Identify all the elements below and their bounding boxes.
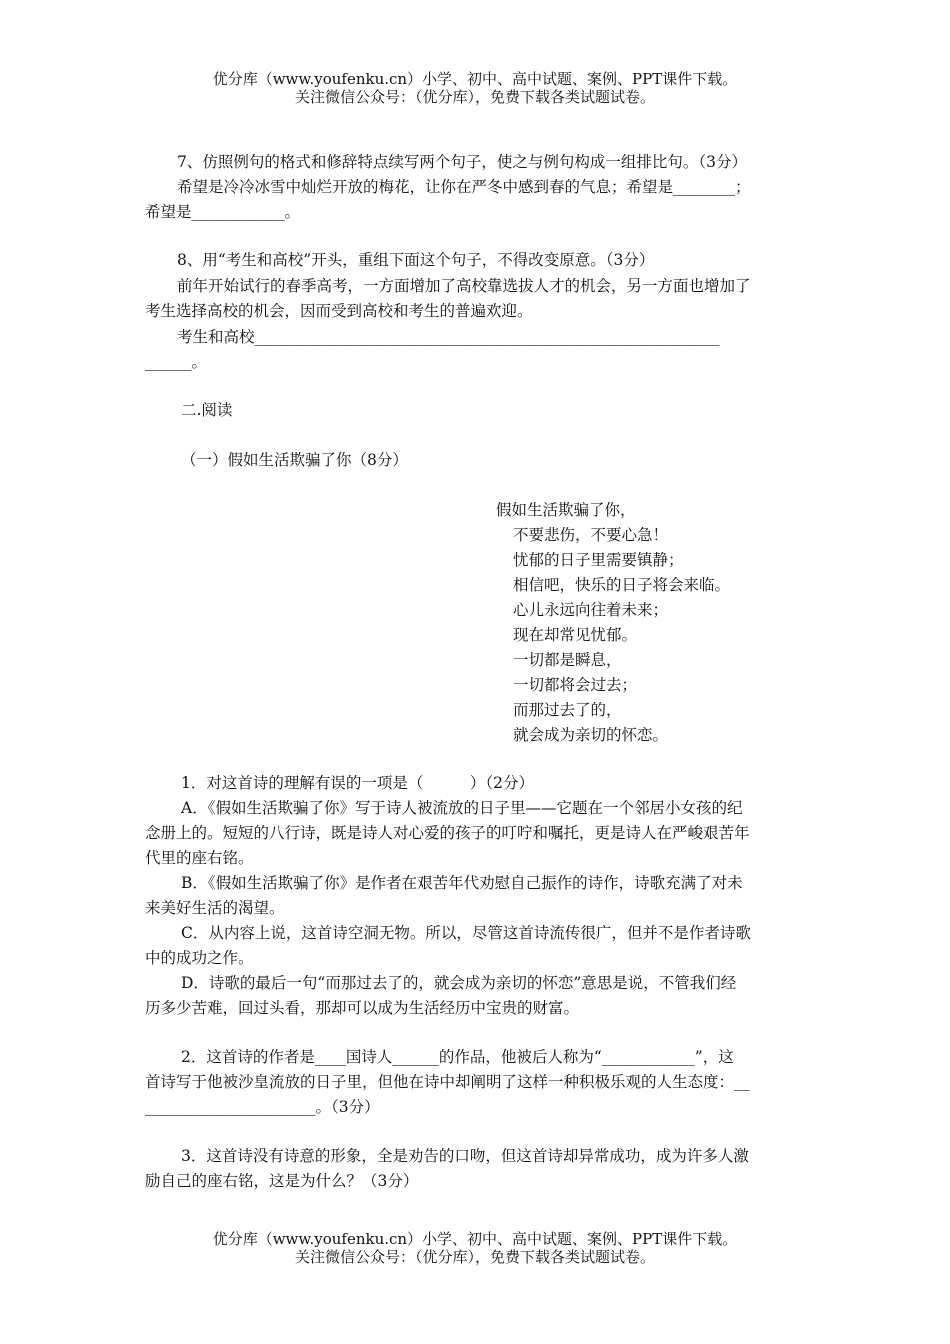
option-c-line-1: C．从内容上说，这首诗空洞无物。所以，尽管这首诗流传很广，但并不是作者诗歌 (181, 924, 751, 942)
poem-line: 一切都将会过去； (513, 676, 638, 694)
question-2-line-1: 2．这首诗的作者是____国诗人______的作品，他被后人称为“____________”，这 (181, 1048, 734, 1066)
page-header (0, 70, 950, 106)
option-a-line-3: 代里的座右铭。 (145, 849, 254, 867)
q8-answer-line-1: 考生和高校____________________________________________________________ (177, 328, 720, 346)
poem-line: 而那过去了的， (513, 701, 622, 719)
option-b-line-2: 来美好生活的渴望。 (145, 899, 285, 917)
option-b-line-1: B．《假如生活欺骗了你》是作者在艰苦年代劝慰自己振作的诗作，诗歌充满了对未 (181, 874, 743, 892)
poem-line: 不要悲伤，不要心急！ (513, 526, 669, 544)
footer-line-1: 优分库（www.youfenku.cn）小学、初中、高中试题、案例、PPT课件下载。 (212, 1230, 738, 1248)
header-line-2: 关注微信公众号：（优分库），免费下载各类试题试卷。 (294, 88, 655, 106)
poem-line: 一切都是瞬息， (513, 651, 622, 669)
q8-sentence-line-2: 考生选择高校的机会，因而受到高校和考生的普遍欢迎。 (145, 302, 533, 320)
section-title-reading: 二.阅读 (181, 401, 233, 419)
page-footer (0, 1230, 950, 1266)
poem-line: 相信吧，快乐的日子将会来临。 (513, 576, 731, 594)
poem-line: 忧郁的日子里需要镇静； (513, 551, 684, 569)
q8-answer-line-2: ______。 (145, 353, 208, 371)
poem-line: 现在却常见忧郁。 (513, 626, 638, 644)
header-line-1: 优分库（www.youfenku.cn）小学、初中、高中试题、案例、PPT课件下载。 (212, 70, 738, 88)
question-2-line-3: ______________________。（3分） (145, 1098, 380, 1116)
option-d-line-2: 历多少苦难，回过头看，那却可以成为生活经历中宝贵的财富。 (145, 999, 580, 1017)
part-title-poem: （一）假如生活欺骗了你（8分） (181, 451, 408, 469)
q8-sentence-line-1: 前年开始试行的春季高考，一方面增加了高校靠选拔人才的机会，另一方面也增加了 (177, 277, 751, 295)
question-3-line-1: 3．这首诗没有诗意的形象，全是劝告的口吻，但这首诗却异常成功，成为许多人激 (181, 1147, 749, 1165)
option-a-line-2: 念册上的。短短的八行诗，既是诗人对心爱的孩子的叮咛和嘱托，更是诗人在严峻艰苦年 (145, 824, 750, 842)
poem-line: 就会成为亲切的怀恋。 (513, 726, 669, 744)
question-3-line-2: 励自己的座右铭，这是为什么？（3分） (145, 1172, 419, 1190)
q7-example-line-2: 希望是____________。 (145, 203, 301, 221)
q7-example-line-1: 希望是冷冷冰雪中灿烂开放的梅花，让你在严冬中感到春的气息；希望是________； (177, 178, 751, 196)
poem-line: 假如生活欺骗了你， (496, 501, 636, 519)
option-a-line-1: A．《假如生活欺骗了你》写于诗人被流放的日子里——它题在一个邻居小女孩的纪 (181, 799, 743, 817)
option-d-line-1: D．诗歌的最后一句“而那过去了的，就会成为亲切的怀恋”意思是说，不管我们经 (181, 974, 737, 992)
poem-line: 心儿永远向往着未来； (513, 601, 669, 619)
option-c-line-2: 中的成功之作。 (145, 949, 254, 967)
footer-line-2: 关注微信公众号：（优分库），免费下载各类试题试卷。 (294, 1248, 655, 1266)
question-2-line-2: 首诗写于他被沙皇流放的日子里，但他在诗中却阐明了这样一种积极乐观的人生态度：__ (145, 1073, 750, 1091)
q8-prompt: 8、用“考生和高校”开头，重组下面这个句子，不得改变原意。（3分） (177, 251, 655, 269)
q7-prompt: 7、仿照例句的格式和修辞特点续写两个句子，使之与例句构成一组排比句。（3分） (177, 153, 747, 171)
question-1-prompt: 1．对这首诗的理解有误的一项是（ ）（2分） (181, 774, 534, 792)
